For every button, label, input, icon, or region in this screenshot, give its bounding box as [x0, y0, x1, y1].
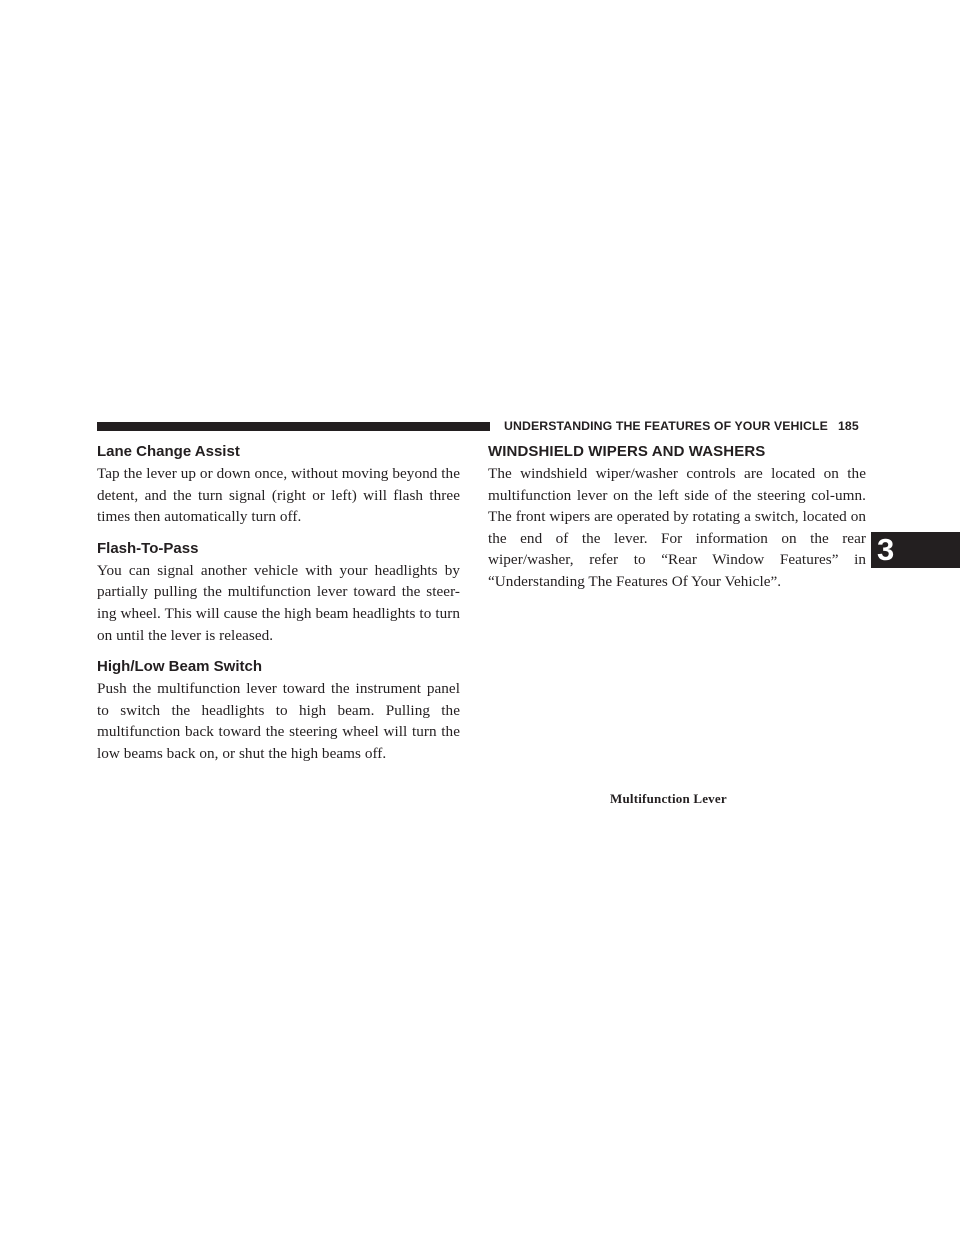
figure-caption: Multifunction Lever	[610, 791, 727, 806]
header-rule	[97, 422, 490, 431]
right-column	[488, 441, 866, 593]
section-heading-wipers: WINDSHIELD WIPERS AND WASHERS	[488, 443, 766, 460]
left-column	[97, 441, 460, 765]
header-title: UNDERSTANDING THE FEATURES OF YOUR VEHICLE	[504, 419, 828, 433]
page-number: 185	[837, 419, 859, 433]
section-body-wipers: The windshield wiper/washer controls are located on the multifunction lever on the left side of the steering col-umn. The front wipers are operated by rotating a switch, located on the end of the lever. For information on the rear wiper/washer, refer to “Rear Window Features” in “Understanding The Features Of Your Vehicle”.	[488, 465, 866, 590]
section-body-lane-change-assist: Tap the lever up or down once, without moving beyond the detent, and the turn signal (right or left) will flash three times then automatically turn off.	[97, 465, 460, 526]
section-body-high-low-beam: Push the multifunction lever toward the instrument panel to switch the headlights to high beam. Pulling the multifunction back toward the steering wheel will turn the low beams back on, or shut the high beams off.	[97, 680, 460, 762]
section-body-flash-to-pass: You can signal another vehicle with your headlights by partially pulling the multifunction lever toward the steer-ing wheel. This will cause the high beam headlights to turn on until the lever is released.	[97, 561, 460, 644]
section-heading-flash-to-pass: Flash-To-Pass	[97, 539, 199, 557]
section-heading-high-low-beam: High/Low Beam Switch	[97, 658, 263, 676]
chapter-tab: 3	[871, 532, 960, 568]
running-header	[504, 418, 864, 434]
section-heading-lane-change-assist: Lane Change Assist	[97, 443, 240, 460]
